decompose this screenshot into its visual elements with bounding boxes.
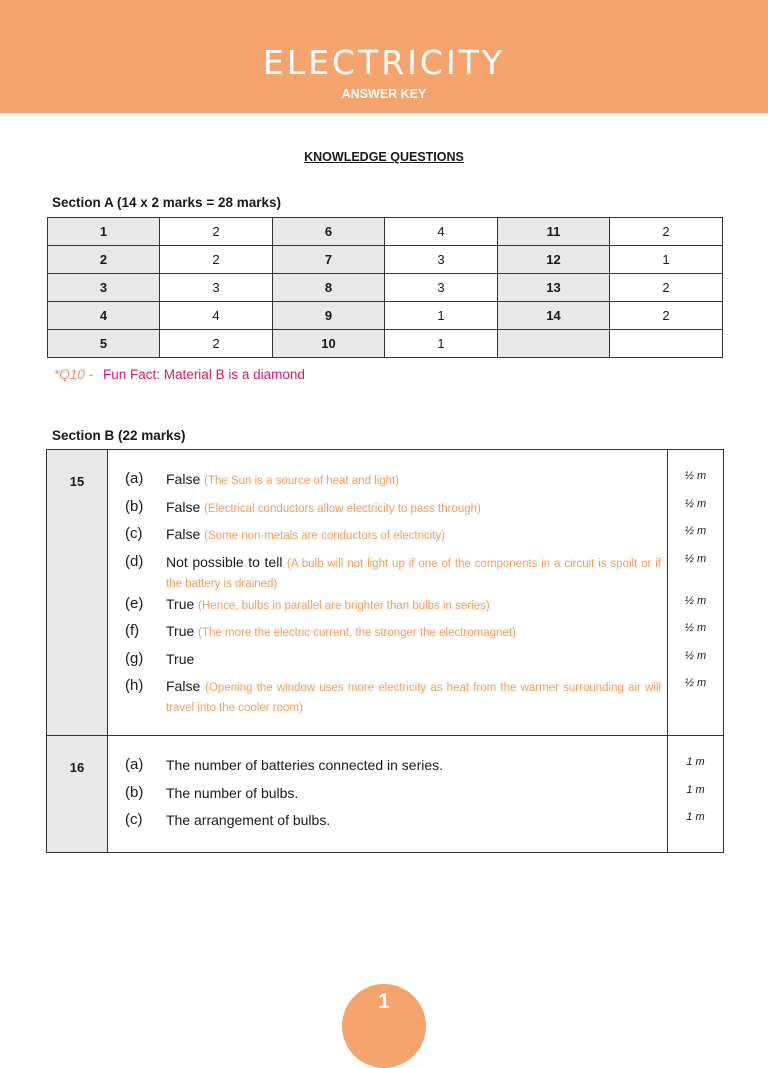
- part-label: (a): [125, 470, 144, 487]
- answer-cell: 2: [610, 274, 723, 302]
- part-mark: ½ m: [684, 497, 707, 510]
- answer-cell: 4: [160, 302, 273, 330]
- question-number-cell: 8: [273, 274, 385, 302]
- answer-cell: 2: [610, 302, 723, 330]
- question-number-cell: 16: [47, 736, 108, 853]
- section-b-answer-table: [46, 449, 724, 853]
- part-label: (e): [125, 594, 144, 612]
- page-number: 1: [378, 990, 390, 1013]
- part-label: (b): [125, 497, 144, 515]
- fun-fact-note: [54, 367, 305, 382]
- answer-part: [108, 756, 667, 784]
- fun-fact-text: Fun Fact: Material B is a diamond: [103, 367, 305, 382]
- answer-cell: 1: [385, 302, 498, 330]
- question-number-cell: 4: [48, 302, 160, 330]
- question-number-cell: 2: [48, 246, 160, 274]
- question-number-cell: 14: [498, 302, 610, 330]
- table-row: [48, 274, 723, 302]
- part-explanation: (A bulb will not light up if one of the components in a circuit is spoilt or if the battery is drained): [166, 557, 661, 590]
- part-explanation: (The more the electric current, the stronger the electromagnet): [198, 627, 516, 639]
- part-mark: 1 m: [686, 783, 705, 796]
- table-row: [48, 246, 723, 274]
- answer-part: [108, 595, 667, 623]
- fun-fact-tag: *Q10 -: [54, 367, 94, 382]
- question-number-cell: 13: [498, 274, 610, 302]
- answer-cell: 2: [160, 330, 273, 358]
- part-answer: True: [166, 623, 195, 639]
- part-answer: False: [166, 471, 201, 487]
- part-answer: The arrangement of bulbs.: [166, 812, 331, 828]
- part-label: (c): [125, 811, 143, 828]
- table-row: [48, 330, 723, 358]
- part-answer: The number of batteries connected in series.: [166, 757, 444, 773]
- question-number-cell: 3: [48, 274, 160, 302]
- answer-cell: 2: [160, 246, 273, 274]
- answer-cell: 3: [385, 246, 498, 274]
- part-answer: Not possible to tell: [166, 553, 283, 570]
- answer-cell: [610, 330, 723, 358]
- part-mark: 1 m: [686, 811, 705, 823]
- part-mark: ½ m: [684, 552, 707, 565]
- part-explanation: (Electrical conductors allow electricity to pass through): [204, 502, 481, 515]
- part-answer: False: [166, 678, 201, 694]
- knowledge-questions-heading: KNOWLEDGE QUESTIONS: [304, 150, 464, 164]
- part-answer: The number of bulbs.: [166, 784, 299, 801]
- part-label: (f): [125, 622, 140, 639]
- question-number-cell: 12: [498, 246, 610, 274]
- part-mark: ½ m: [684, 525, 707, 537]
- part-mark: ½ m: [684, 594, 707, 607]
- part-answer: True: [166, 595, 195, 612]
- part-mark: ½ m: [684, 677, 707, 689]
- answers-cell: [108, 450, 668, 736]
- answers-cell: [108, 736, 668, 853]
- part-explanation: (Opening the window uses more electricity as heat from the warmer surrounding air will travel into the cooler room): [166, 682, 662, 714]
- question-row-16: [47, 736, 724, 853]
- header-banner: [0, 0, 768, 113]
- document-subtitle: ANSWER KEY: [341, 87, 427, 101]
- document-title: ELECTRICITY: [262, 43, 506, 82]
- answer-part: [108, 677, 667, 719]
- table-row: [48, 218, 723, 246]
- question-number-cell: 15: [47, 450, 108, 736]
- answer-cell: 2: [610, 218, 723, 246]
- question-number-cell: [498, 330, 610, 358]
- marks-cell: [668, 736, 724, 853]
- section-a-title: Section A (14 x 2 marks = 28 marks): [52, 195, 281, 210]
- answer-part: [108, 811, 667, 839]
- question-number-cell: 1: [48, 218, 160, 246]
- question-row-15: [47, 450, 724, 736]
- part-answer: False: [166, 526, 201, 542]
- part-explanation: (Some non-metals are conductors of electricity): [204, 530, 446, 542]
- question-number-cell: 7: [273, 246, 385, 274]
- part-answer: True: [166, 650, 195, 667]
- answer-part: [108, 784, 667, 812]
- part-label: (g): [125, 649, 144, 667]
- part-mark: 1 m: [686, 756, 705, 768]
- part-label: (h): [125, 677, 144, 694]
- answer-cell: 2: [160, 218, 273, 246]
- section-b-title: Section B (22 marks): [52, 428, 186, 443]
- answer-part: [108, 650, 667, 678]
- question-number-cell: 5: [48, 330, 160, 358]
- question-number-cell: 9: [273, 302, 385, 330]
- part-label: (b): [125, 783, 144, 801]
- part-label: (c): [125, 525, 143, 542]
- answer-cell: 3: [160, 274, 273, 302]
- question-number-cell: 11: [498, 218, 610, 246]
- answer-cell: 3: [385, 274, 498, 302]
- answer-part: [108, 498, 667, 526]
- marks-cell: [668, 450, 724, 736]
- section-a-answer-table: [47, 217, 723, 358]
- part-label: (d): [125, 552, 144, 570]
- part-explanation: (Hence, bulbs in parallel are brighter than bulbs in series): [198, 599, 490, 612]
- part-explanation: (The Sun is a source of heat and light): [204, 475, 400, 487]
- answer-part: [108, 525, 667, 553]
- question-number-cell: 10: [273, 330, 385, 358]
- part-mark: ½ m: [684, 622, 707, 634]
- answer-cell: 1: [385, 330, 498, 358]
- answer-part: [108, 470, 667, 498]
- answer-cell: 4: [385, 218, 498, 246]
- answer-cell: 1: [610, 246, 723, 274]
- part-label: (a): [125, 756, 144, 773]
- answer-part: [108, 553, 667, 595]
- part-answer: False: [166, 498, 201, 515]
- part-mark: ½ m: [684, 649, 707, 662]
- answer-part: [108, 622, 667, 650]
- question-number-cell: 6: [273, 218, 385, 246]
- table-row: [48, 302, 723, 330]
- part-mark: ½ m: [684, 470, 707, 482]
